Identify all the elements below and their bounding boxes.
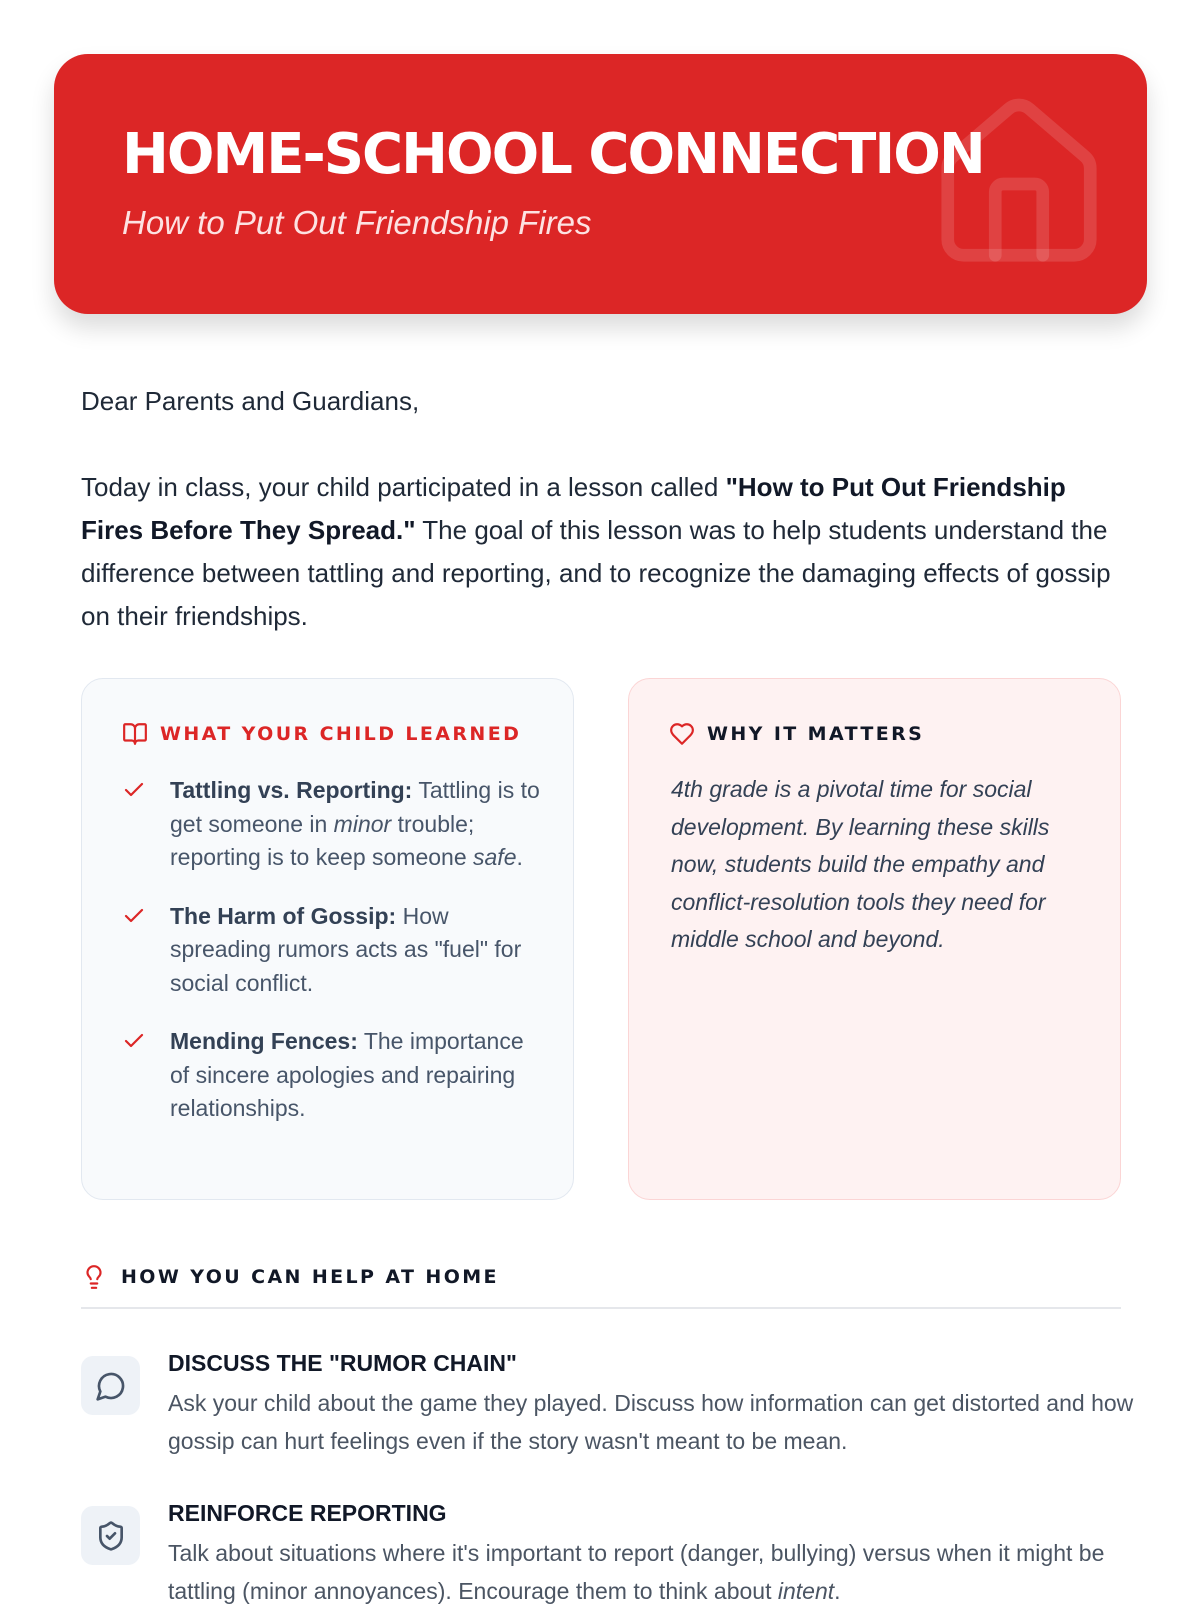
help-heading	[81, 1264, 499, 1290]
lightbulb-icon	[81, 1264, 107, 1290]
learned-item-text	[170, 774, 542, 875]
letter-greeting: Dear Parents and Guardians,	[81, 386, 420, 416]
page-subtitle: How to Put Out Friendship Fires	[122, 204, 592, 241]
learned-item-term: Mending Fences:	[170, 1028, 358, 1054]
learned-item-term: The Harm of Gossip:	[170, 902, 397, 929]
learned-item-text	[170, 1025, 542, 1126]
learned-item-desc: Tattling is to get someone in	[170, 777, 540, 837]
learned-card	[81, 678, 574, 1200]
message-circle-icon	[95, 1370, 127, 1402]
list-item	[122, 900, 542, 1001]
help-heading-text: HOW YOU CAN HELP AT HOME	[121, 1266, 499, 1288]
matters-card	[628, 678, 1121, 1200]
tip-body: Ask your child about the game they played. Discuss how information can get distorted and how gossip can hurt feelings even if the story wasn't meant to be mean.	[168, 1390, 1134, 1454]
house-icon	[924, 84, 1114, 284]
learned-item-desc: trouble; reporting is to keep someone	[170, 810, 475, 870]
tip-title: REINFORCE REPORTING	[168, 1500, 447, 1526]
header-banner	[54, 54, 1147, 314]
letter-intro	[81, 466, 1131, 638]
check-icon	[122, 900, 170, 1001]
check-icon	[122, 1025, 170, 1126]
learned-heading-text: WHAT YOUR CHILD LEARNED	[160, 723, 522, 745]
heart-icon	[669, 721, 695, 747]
learned-item-desc: .	[516, 844, 523, 870]
intro-text-end: The goal of this lesson was to help students understand the difference between tattling and reporting, and to recognize the damaging effects of gossip on their friendships.	[81, 515, 1111, 631]
tip-body-text: Talk about situations where it's important to report (danger, bullying) versus when it might be tattling (minor annoyances). Encourage them to think about	[168, 1540, 1105, 1604]
section-divider	[81, 1307, 1121, 1309]
list-item	[122, 774, 542, 875]
list-item	[122, 1025, 542, 1126]
matters-body: 4th grade is a pivotal time for social development. By learning these skills now, students build the empathy and conflict-resolution tools they need for middle school and beyond.	[671, 776, 1050, 952]
learned-item-term: Tattling vs. Reporting:	[170, 777, 413, 803]
learned-item-desc: How spreading rumors acts as "fuel" for social conflict.	[170, 902, 522, 996]
matters-heading	[669, 721, 924, 747]
tip-body-text: .	[834, 1578, 841, 1604]
learned-list	[122, 774, 542, 1151]
tip-icon-box	[81, 1356, 140, 1415]
intro-text-start: Today in class, your child participated in a lesson called	[81, 472, 726, 502]
tip-title: DISCUSS THE "RUMOR CHAIN"	[168, 1350, 517, 1376]
tip-body-emphasis: intent	[777, 1578, 835, 1604]
tip-body	[168, 1534, 1138, 1610]
check-icon	[122, 774, 170, 875]
learned-item-emphasis: minor	[333, 810, 392, 837]
page-title: HOME-SCHOOL CONNECTION	[122, 122, 984, 187]
learned-item-desc: The importance of sincere apologies and repairing relationships.	[170, 1028, 524, 1121]
matters-heading-text: WHY IT MATTERS	[707, 723, 925, 745]
book-open-icon	[122, 721, 148, 747]
shield-check-icon	[95, 1520, 127, 1552]
lesson-title: "How to Put Out Friendship Fires Before They Spread."	[81, 472, 1066, 545]
tip-icon-box	[81, 1506, 140, 1565]
learned-item-emphasis: safe	[473, 844, 517, 870]
learned-heading	[122, 721, 521, 747]
learned-item-text	[170, 900, 542, 1001]
